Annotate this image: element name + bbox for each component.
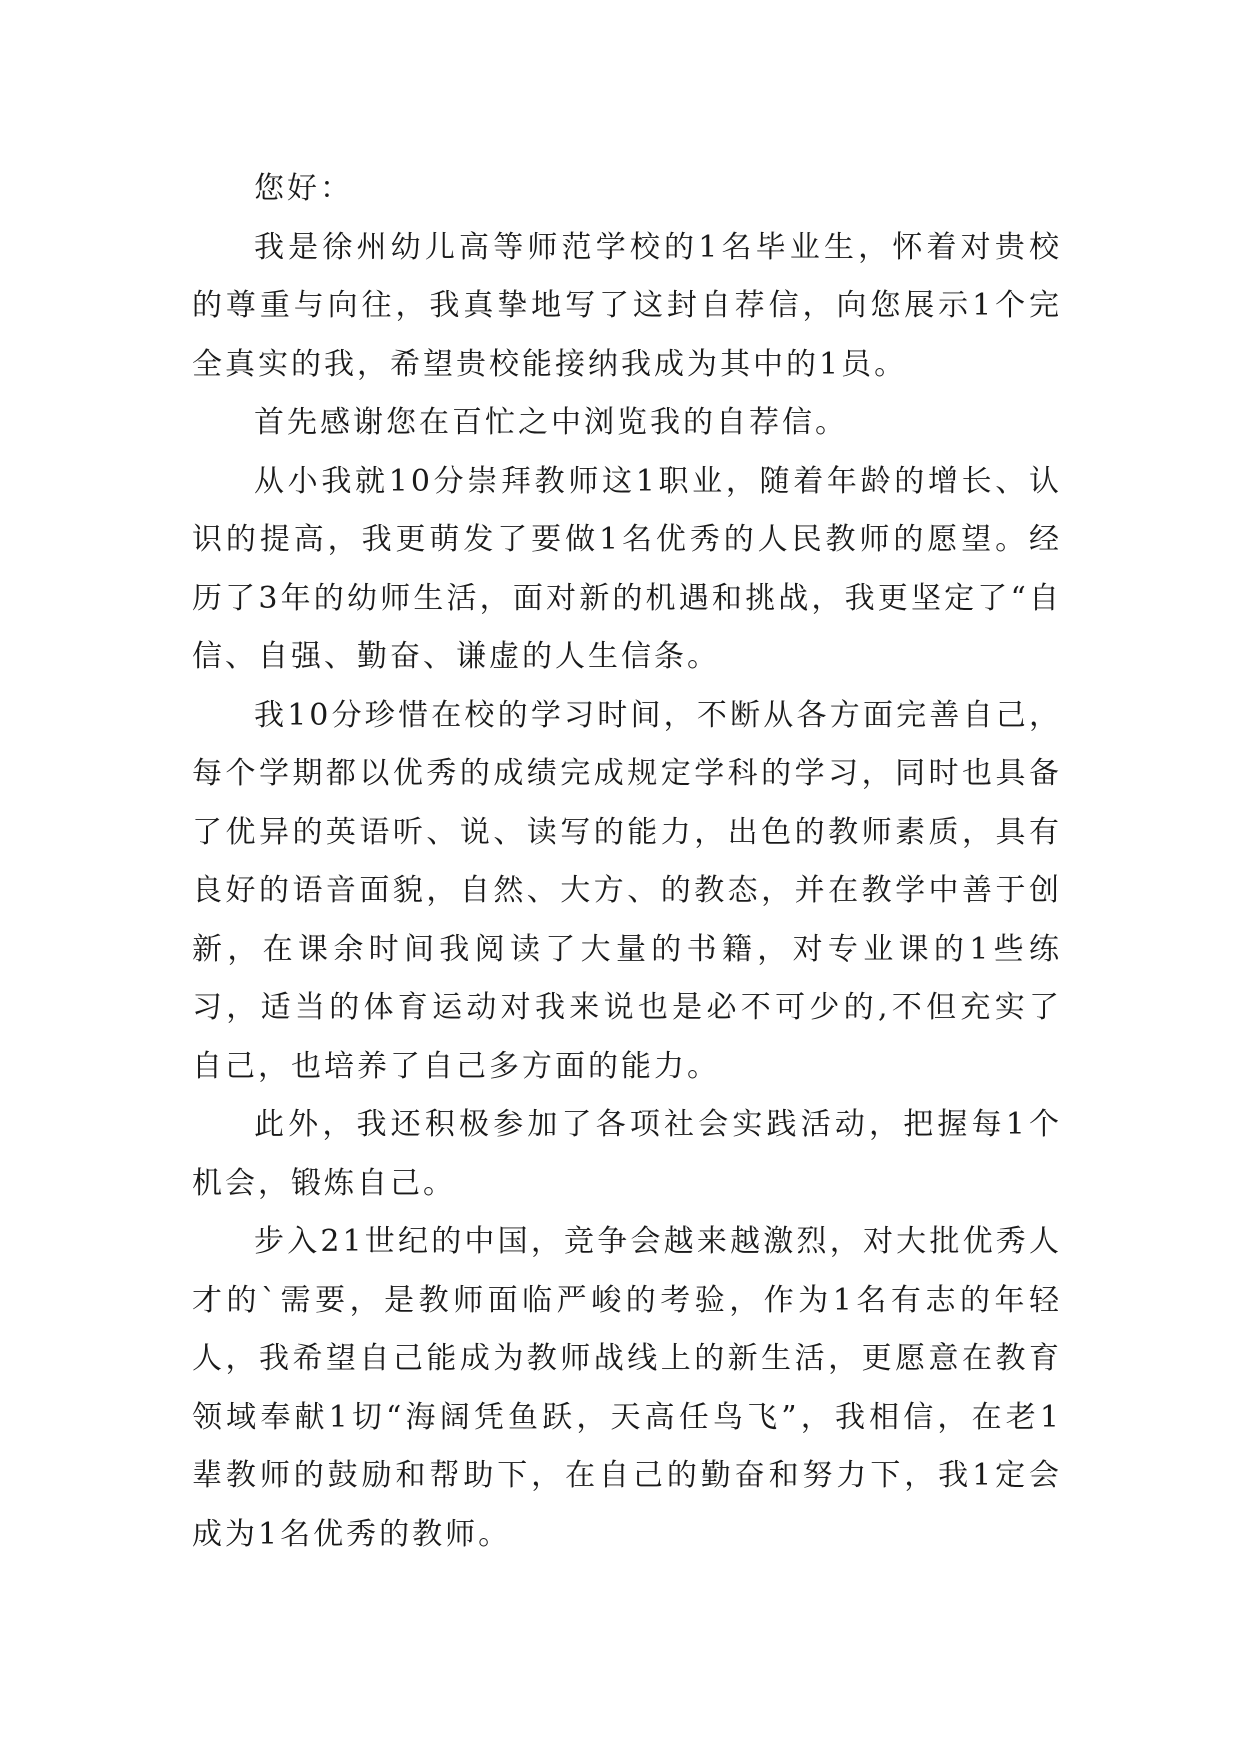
paragraph-5: 此外，我还积极参加了各项社会实践活动，把握每1个机会，锻炼自己。 (192, 1107, 1062, 1201)
paragraph-4: 我10分珍惜在校的学习时间，不断从各方面完善自己，每个学期都以优秀的成绩完成规定学科的学习，同时也具备了优异的英语听、说、读写的能力，出色的教师素质，具有良好的语音面貌，自然、大方、的教态，并在教学中善于创新，在课余时间我阅读了大量的书籍，对专业课的1些练习，适当的体育运动对我来说也是必不可少的,不但充实了自己，也培养了自己多方面的能力。 (192, 697, 1062, 1084)
salutation: 您好： (254, 171, 353, 206)
paragraph-2: 首先感谢您在百忙之中浏览我的自荐信。 (254, 405, 848, 440)
paragraph-1: 我是徐州幼儿高等师范学校的1名毕业生，怀着对贵校的尊重与向往，我真挚地写了这封自荐信，向您展示1个完全真实的我，希望贵校能接纳我成为其中的1员。 (192, 229, 1062, 382)
paragraph-3: 从小我就10分崇拜教师这1职业，随着年龄的增长、认识的提高，我更萌发了要做1名优秀的人民教师的愿望。经历了3年的幼师生活，面对新的机遇和挑战，我更坚定了“自信、自强、勤奋、谦虚的人生信条。 (192, 463, 1062, 674)
letter-body (192, 160, 1062, 1564)
paragraph-6: 步入21世纪的中国，竞争会越来越激烈，对大批优秀人才的`需要，是教师面临严峻的考验，作为1名有志的年轻人，我希望自己能成为教师战线上的新生活，更愿意在教育领域奉献1切“海阔凭鱼跃，天高任鸟飞”，我相信，在老1辈教师的鼓励和帮助下，在自己的勤奋和努力下，我1定会成为1名优秀的教师。 (192, 1224, 1062, 1552)
